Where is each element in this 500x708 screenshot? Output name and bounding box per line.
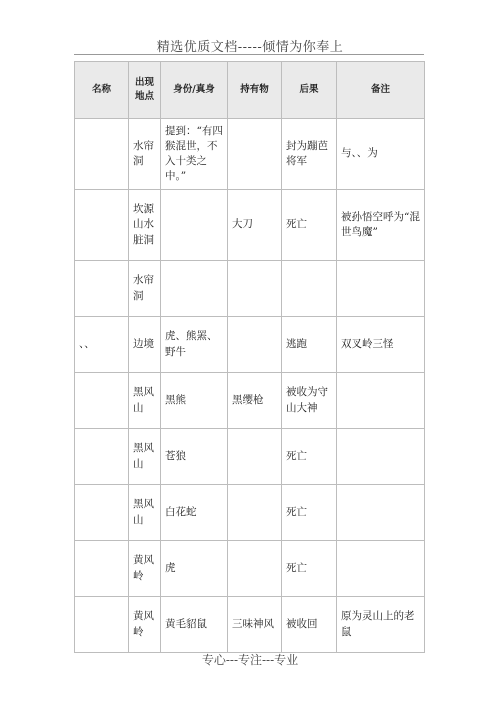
cell-possession xyxy=(228,317,282,373)
page-header: 精选优质文档-----倾情为你奉上 xyxy=(156,40,344,55)
cell-notes xyxy=(337,429,425,485)
cell-possession: 大刀 xyxy=(228,190,282,261)
cell-location: 黑风山 xyxy=(129,373,161,429)
table-row xyxy=(75,597,425,653)
cell-name xyxy=(75,541,129,597)
cell-notes: 原为灵山上的老鼠 xyxy=(337,597,425,653)
cell-possession xyxy=(228,119,282,190)
character-table xyxy=(74,61,425,653)
table-row xyxy=(75,261,425,317)
cell-outcome: 死亡 xyxy=(282,429,337,485)
table-header-row xyxy=(75,62,425,119)
cell-outcome xyxy=(282,261,337,317)
cell-outcome: 被收为守山大神 xyxy=(282,373,337,429)
cell-name xyxy=(75,373,129,429)
cell-notes: 被孙悟空呼为“混世鸟魔” xyxy=(337,190,425,261)
table-row xyxy=(75,317,425,373)
cell-identity: 黑熊 xyxy=(161,373,228,429)
table-row xyxy=(75,485,425,541)
cell-location: 黑风山 xyxy=(129,429,161,485)
cell-identity: 黄毛貂鼠 xyxy=(161,597,228,653)
cell-location: 坎源山水脏洞 xyxy=(129,190,161,261)
cell-name: 、、 xyxy=(75,317,129,373)
cell-possession xyxy=(228,261,282,317)
cell-notes xyxy=(337,485,425,541)
column-header-location: 出现地点 xyxy=(129,62,161,119)
cell-possession xyxy=(228,541,282,597)
column-header-possession: 持有物 xyxy=(228,62,282,119)
cell-identity: 苍狼 xyxy=(161,429,228,485)
cell-name xyxy=(75,597,129,653)
table-row xyxy=(75,429,425,485)
header-rule xyxy=(74,54,424,55)
table-row xyxy=(75,190,425,261)
cell-name xyxy=(75,261,129,317)
cell-identity xyxy=(161,261,228,317)
table-row xyxy=(75,541,425,597)
cell-possession: 三味神风 xyxy=(228,597,282,653)
cell-location: 黄风岭 xyxy=(129,597,161,653)
cell-outcome: 封为蹦芭将军 xyxy=(282,119,337,190)
cell-outcome: 死亡 xyxy=(282,190,337,261)
cell-outcome: 死亡 xyxy=(282,541,337,597)
column-header-identity: 身份/真身 xyxy=(161,62,228,119)
cell-notes: 与、、为 xyxy=(337,119,425,190)
cell-outcome: 死亡 xyxy=(282,485,337,541)
cell-identity: 提到：“有四猴混世，不入十类之中。” xyxy=(161,119,228,190)
cell-notes xyxy=(337,373,425,429)
table-row xyxy=(75,373,425,429)
cell-outcome: 逃跑 xyxy=(282,317,337,373)
column-header-outcome: 后果 xyxy=(282,62,337,119)
cell-location: 黄风岭 xyxy=(129,541,161,597)
page-footer: 专心---专注---专业 xyxy=(201,653,299,667)
column-header-name: 名称 xyxy=(75,62,129,119)
cell-name xyxy=(75,429,129,485)
cell-location: 水帘洞 xyxy=(129,119,161,190)
cell-possession xyxy=(228,429,282,485)
cell-location: 边境 xyxy=(129,317,161,373)
cell-location: 黑风山 xyxy=(129,485,161,541)
cell-name xyxy=(75,190,129,261)
cell-notes xyxy=(337,261,425,317)
cell-name xyxy=(75,119,129,190)
cell-possession: 黑缨枪 xyxy=(228,373,282,429)
cell-possession xyxy=(228,485,282,541)
cell-identity: 虎 xyxy=(161,541,228,597)
cell-notes xyxy=(337,541,425,597)
cell-location: 水帘洞 xyxy=(129,261,161,317)
cell-notes: 双叉岭三怪 xyxy=(337,317,425,373)
cell-identity xyxy=(161,190,228,261)
table-row xyxy=(75,119,425,190)
cell-outcome: 被收回 xyxy=(282,597,337,653)
cell-identity: 白花蛇 xyxy=(161,485,228,541)
cell-name xyxy=(75,485,129,541)
column-header-notes: 备注 xyxy=(337,62,425,119)
cell-identity: 虎、熊罴、野牛 xyxy=(161,317,228,373)
